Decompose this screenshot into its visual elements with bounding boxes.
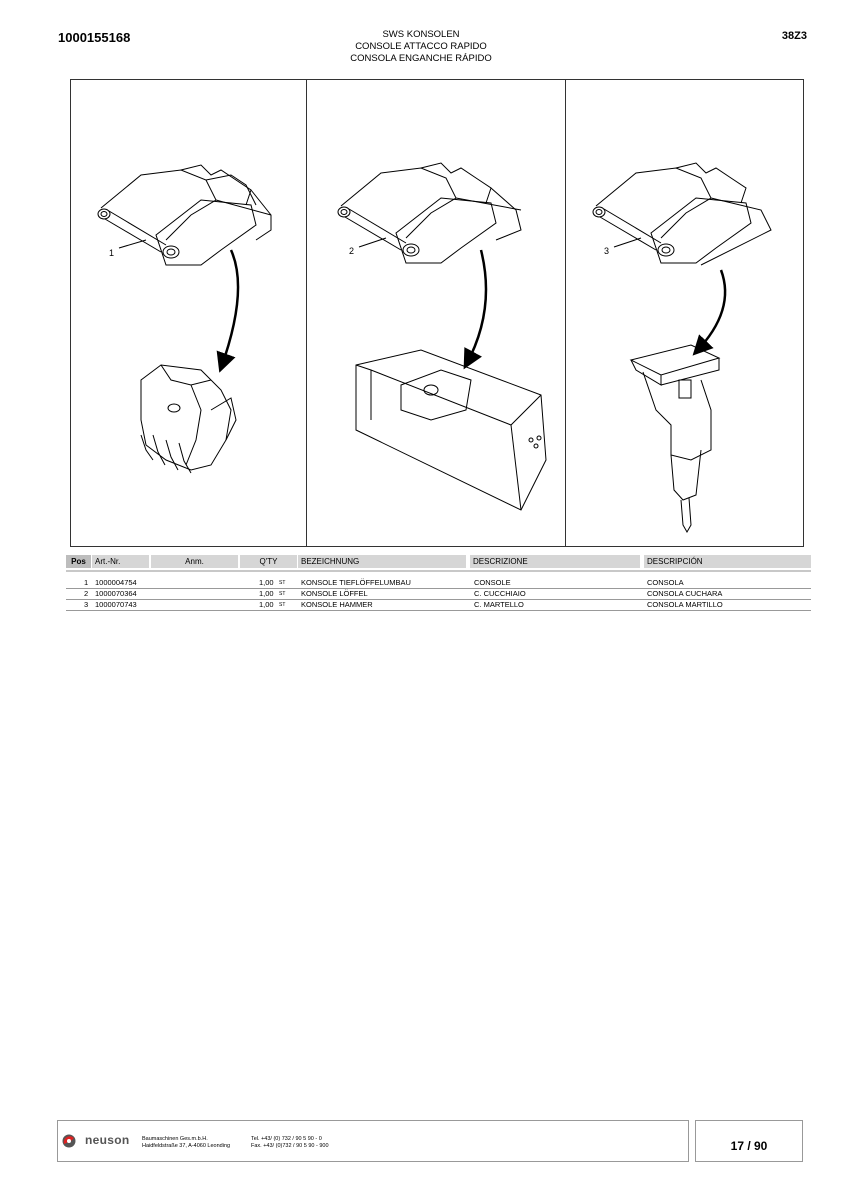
model-code: 38Z3 — [781, 30, 807, 42]
header-rule — [66, 570, 811, 572]
cell-bezeichnung: KONSOLE HAMMER — [301, 600, 373, 609]
col-header-descrizione: DESCRIZIONE — [470, 555, 640, 568]
parts-table-header — [66, 555, 811, 568]
title-line-es: CONSOLA ENGANCHE RÁPIDO — [350, 53, 492, 64]
quick-coupler-console-3 — [593, 163, 771, 265]
hydraulic-hammer-3 — [631, 345, 719, 532]
cell-pos: 3 — [84, 600, 89, 609]
callout-1: 1 — [109, 248, 115, 258]
cell-qty: 1,00 — [259, 578, 274, 587]
cell-descrizione: C. CUCCHIAIO — [474, 589, 526, 598]
quick-coupler-console-2 — [338, 163, 521, 263]
table-row — [66, 589, 811, 600]
quick-coupler-console-1 — [98, 165, 271, 265]
col-header-qty: Q'TY — [240, 555, 297, 568]
cell-descripcion: CONSOLA MARTILLO — [647, 600, 723, 609]
cell-unit: ST — [279, 580, 286, 586]
cell-descripcion: CONSOLA CUCHARA — [647, 589, 723, 598]
cell-art-nr: 1000070743 — [95, 600, 137, 609]
document-number: 1000155168 — [58, 30, 131, 45]
table-row — [66, 600, 811, 611]
cell-descripcion: CONSOLA — [647, 578, 684, 587]
cell-descrizione: CONSOLE — [474, 578, 511, 587]
company-street: Haidfeldstraße 37, A-4060 Leonding — [142, 1143, 231, 1149]
cell-pos: 2 — [84, 589, 89, 598]
page-number-box — [695, 1120, 803, 1162]
cell-qty: 1,00 — [259, 589, 274, 598]
col-header-descripcion: DESCRIPCIÓN — [644, 555, 811, 568]
col-header-art-nr: Art.-Nr. — [92, 555, 149, 568]
cell-bezeichnung: KONSOLE LÖFFEL — [301, 589, 368, 598]
cell-art-nr: 1000070364 — [95, 589, 137, 598]
excavator-bucket-2 — [356, 350, 546, 510]
fax-number: Fax. +43/ (0)732 / 90 5 90 - 900 — [251, 1143, 329, 1149]
page-title — [0, 29, 842, 65]
col-header-pos: Pos — [66, 555, 91, 568]
footer-company-box — [57, 1120, 689, 1162]
title-line-de: SWS KONSOLEN — [382, 29, 460, 40]
neuson-logo-icon — [62, 1134, 76, 1148]
col-header-anm: Anm. — [151, 555, 238, 568]
page-number: 17 / 90 — [730, 1139, 768, 1153]
cell-art-nr: 1000004754 — [95, 578, 137, 587]
exploded-view-frame — [70, 79, 804, 547]
exploded-view-drawing — [71, 80, 805, 548]
callout-2: 2 — [349, 246, 355, 256]
cell-unit: ST — [279, 591, 286, 597]
company-name: Baumaschinen Ges.m.b.H. — [142, 1136, 208, 1142]
col-header-bezeichnung: BEZEICHNUNG — [298, 555, 466, 568]
company-contact — [251, 1136, 329, 1150]
cell-unit: ST — [279, 602, 286, 608]
cell-bezeichnung: KONSOLE TIEFLÖFFELUMBAU — [301, 578, 411, 587]
company-address — [142, 1136, 230, 1150]
excavator-bucket-1 — [141, 365, 236, 473]
phone-number: Tel. +43/ (0) 732 / 90 5 90 - 0 — [251, 1136, 322, 1142]
brand-name: neuson — [85, 1133, 130, 1147]
cell-qty: 1,00 — [259, 600, 274, 609]
callout-3: 3 — [604, 246, 610, 256]
cell-pos: 1 — [84, 578, 89, 587]
cell-descrizione: C. MARTELLO — [474, 600, 524, 609]
title-line-it: CONSOLE ATTACCO RAPIDO — [355, 41, 487, 52]
table-row — [66, 578, 811, 589]
